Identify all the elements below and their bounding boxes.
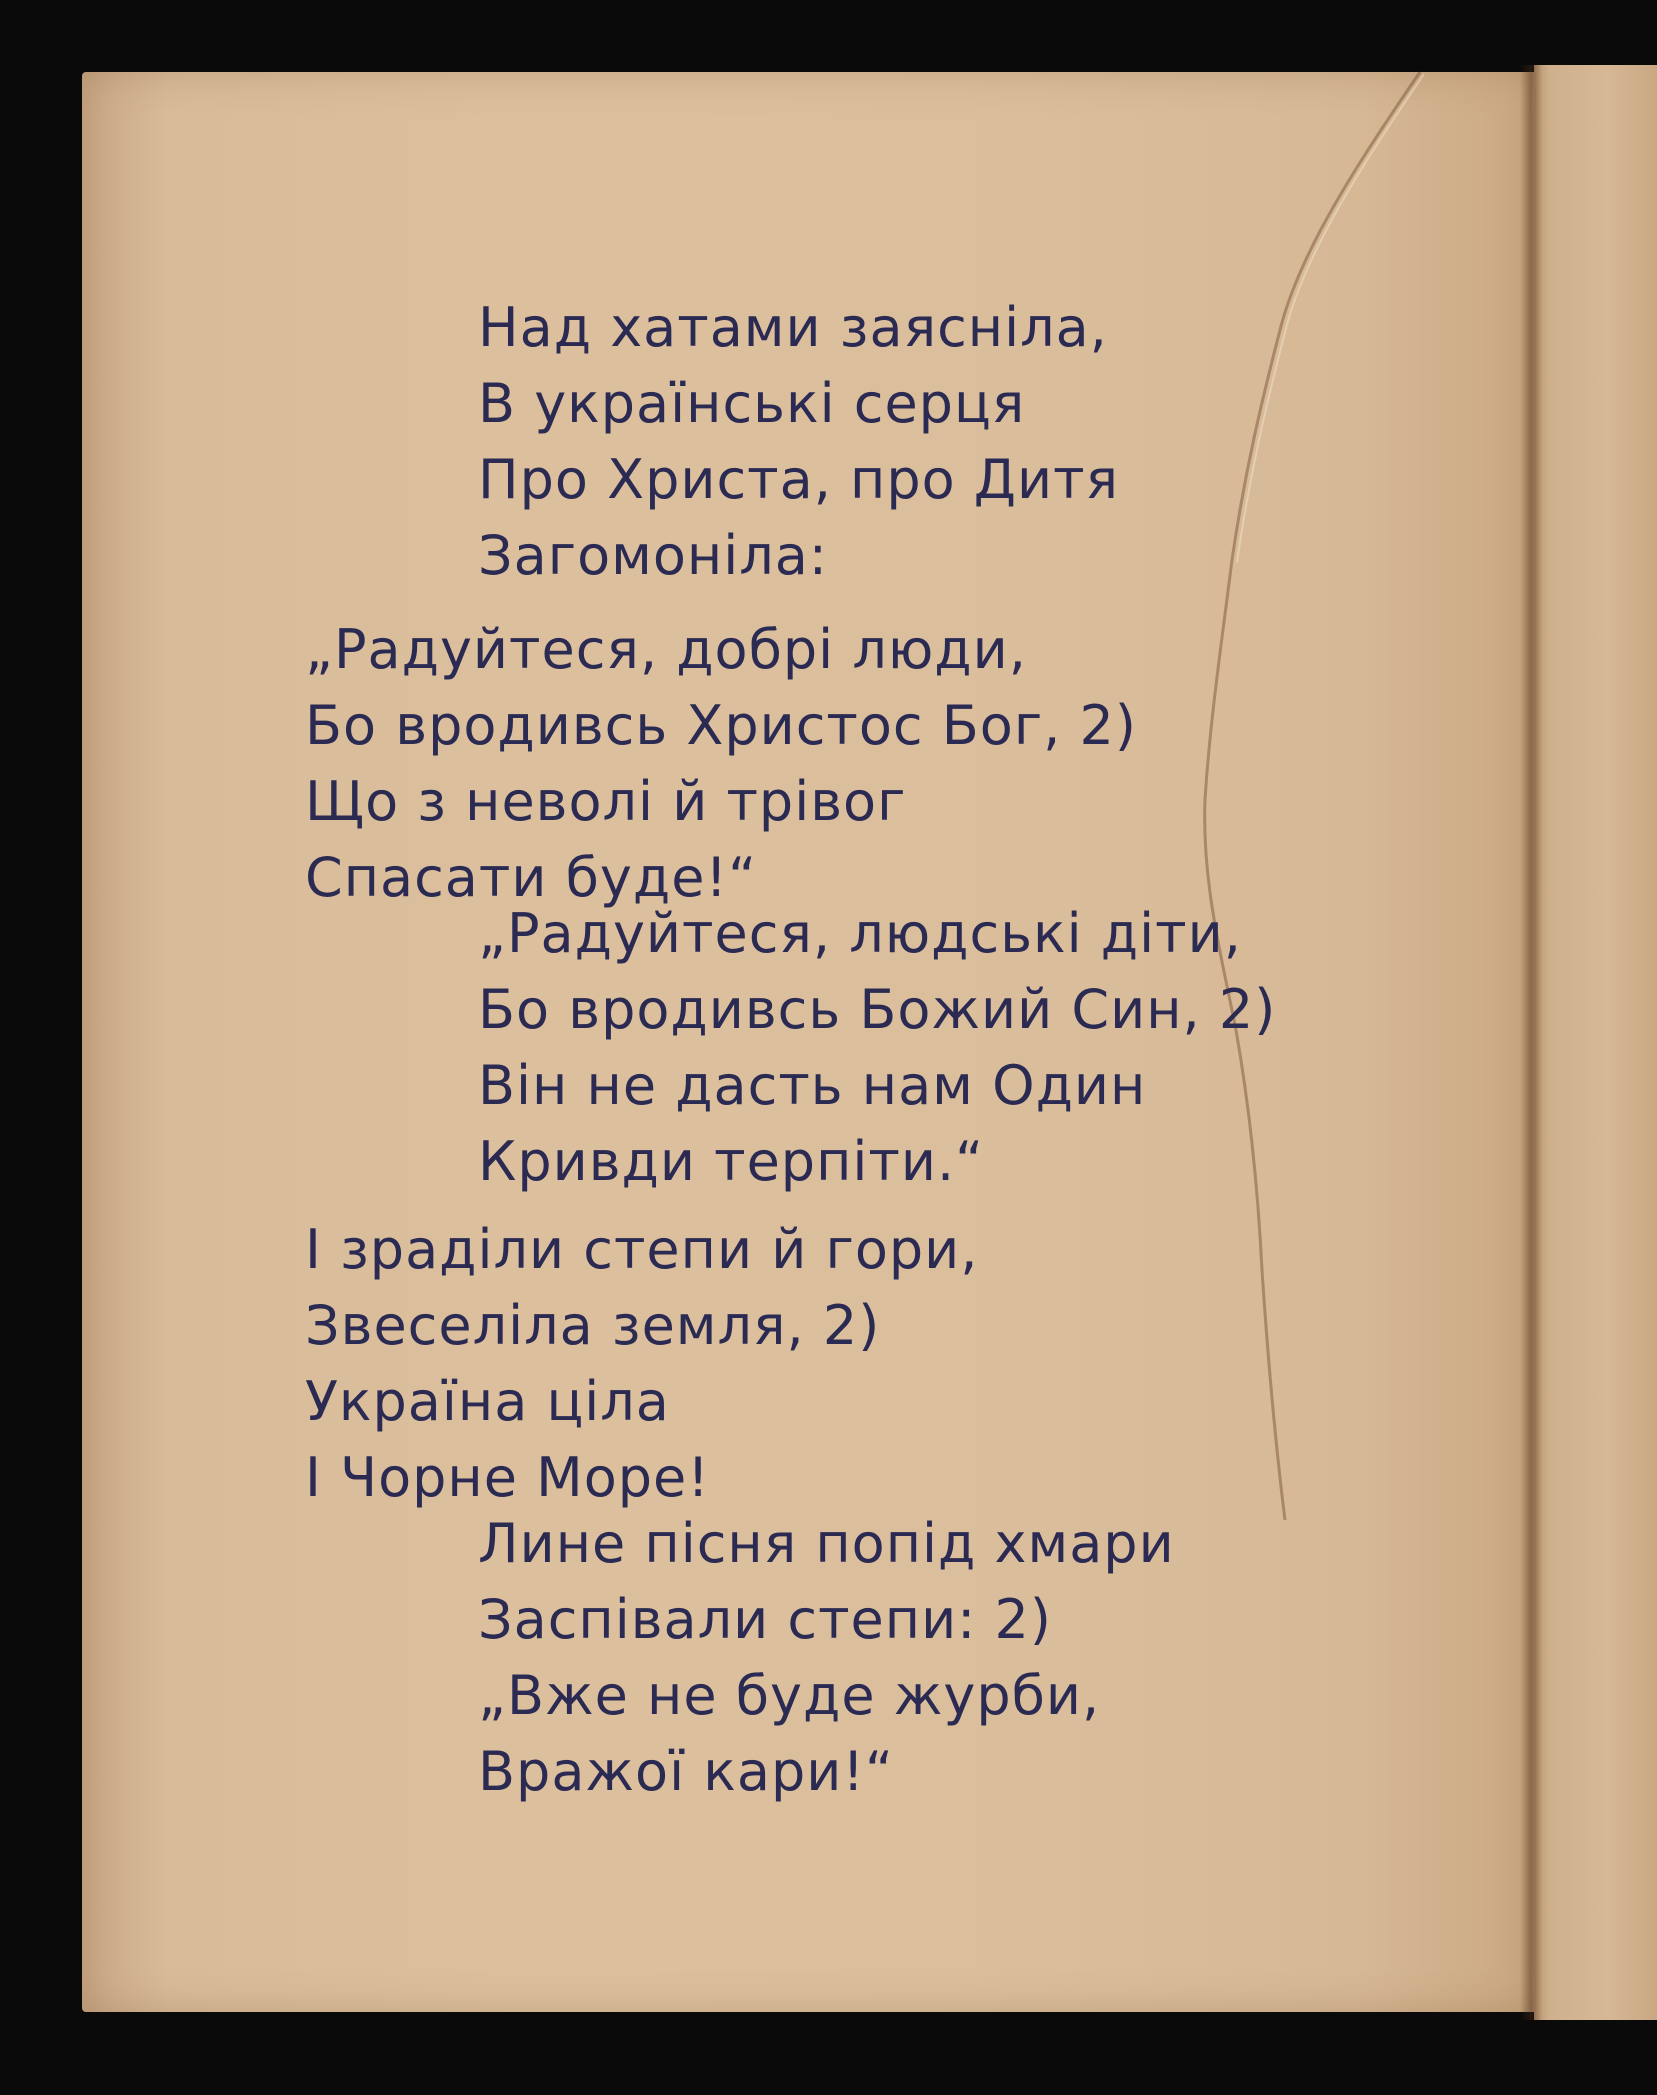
poem-line: Кривди терпіти.“ [478, 1130, 985, 1193]
poem-line: Україна ціла [305, 1370, 670, 1433]
poem-line: І Чорне Море! [305, 1446, 710, 1509]
poem-line: „Вже не буде журби, [478, 1664, 1101, 1727]
poem-line: „Радуйтеся, людські діти, [478, 902, 1242, 965]
poem-line: В українські серця [478, 372, 1026, 435]
poem-line: Звеселіла земля, 2) [305, 1294, 881, 1357]
stanza-3 [478, 896, 1276, 1200]
stanza-1 [478, 290, 1119, 594]
stanza-5 [478, 1506, 1175, 1810]
poem-line: Над хатами заясніла, [478, 296, 1108, 359]
stanza-4 [305, 1212, 978, 1516]
poem-line: Про Христа, про Дитя [478, 448, 1120, 511]
poem-line: І зраділи степи й гори, [305, 1218, 979, 1281]
poem-line: Що з неволі й трівог [305, 770, 907, 833]
poem-line: „Радуйтеся, добрі люди, [305, 618, 1027, 681]
poem-line: Заспівали степи: 2) [478, 1588, 1052, 1651]
poem-line: Він не дасть нам Один [478, 1054, 1147, 1117]
poem-line: Вражої кари!“ [478, 1740, 894, 1803]
poem-line: Лине пісня попід хмари [478, 1512, 1175, 1575]
poem-line: Бо вродивсь Христос Бог, 2) [305, 694, 1137, 757]
poem-line: Спасати буде!“ [305, 846, 758, 909]
poem-line: Загомоніла: [478, 524, 829, 587]
stanza-2 [305, 612, 1137, 916]
poem-line: Бо вродивсь Божий Син, 2) [478, 978, 1277, 1041]
